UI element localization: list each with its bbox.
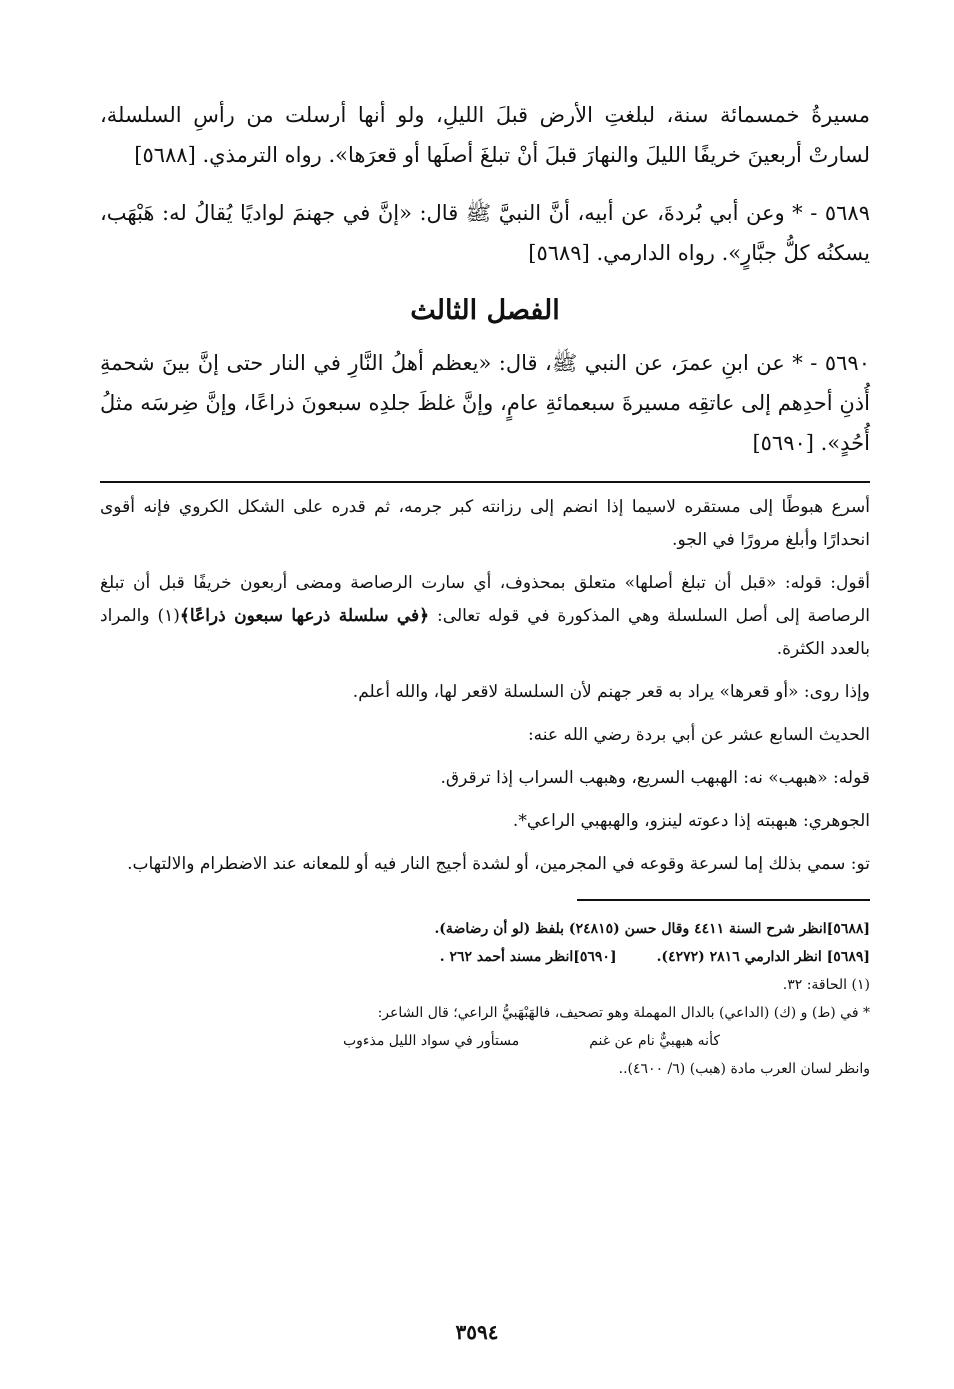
footnote-lisan: وانظر لسان العرب مادة (هبب) (٦/ ٤٦٠٠).. xyxy=(618,1061,870,1077)
footnote-rule xyxy=(577,899,870,901)
commentary-para: الجوهري: هبهبته إذا دعوته لينزو، والهبهبي الراعي*. xyxy=(512,811,870,831)
commentary xyxy=(100,491,870,881)
commentary-para: الحديث السابع عشر عن أبي بردة رضي الله عنه: xyxy=(527,725,870,745)
page-number: ٣٥٩٤ xyxy=(455,1320,499,1344)
footnote-5690: [٥٦٩٠]انظر مسند أحمد ٢٦٢ . xyxy=(439,949,617,965)
footnote-1: (١) الحاقة: ٣٢. xyxy=(782,977,870,993)
footnote-row xyxy=(100,943,870,971)
verse-first-half: كأنه هبهبيٌّ نام عن غنم xyxy=(589,1033,720,1049)
hadith-5690: ٥٦٩٠ - * عن ابنِ عمرَ، عن النبي ﷺ، قال: «يعظم أهلُ النَّارِ في النار حتى إنَّ بينَ شحمةِ أُذنِ أحدِهم إلى عاتقِه مسيرةَ سبعمائةِ عامٍ، وإنَّ غلظَ جلدِه سبعونَ ذراعًا، وإنَّ ضِرسَه مثلُ أُحُدٍ». [٥٦٩٠] xyxy=(100,351,870,455)
commentary-text: أقول: قوله: «قبل أن تبلغ أصلها» متعلق بمحذوف، أي سارت الرصاصة ومضى أربعون خريفًا قبل أن تبلغ الرصاصة إلى أصل السلسلة وهي المذكورة في قوله تعالى: xyxy=(100,573,871,626)
hadith-5688-tail: مسيرةُ خمسمائة سنة، لبلغتِ الأرض قبلَ الليلِ، ولو أنها أرسلت من رأسِ السلسلة، لسارتْ أربعينَ خريفًا الليلَ والنهارَ قبلَ أنْ تبلغَ أصلَها أو قعرَها». رواه الترمذي. [٥٦٨٨] xyxy=(100,103,870,167)
commentary-text: (١) والمراد بالعدد الكثرة. xyxy=(100,606,870,659)
footnotes xyxy=(100,915,870,1083)
verse-second-half: مستأور في سواد الليل مذءوب xyxy=(342,1033,520,1049)
footnote-star: * في (ط) و (ك) (الداعي) بالدال المهملة وهو تصحيف، فالهَبْهَبيُّ الراعي؛ قال الشاعر: xyxy=(377,1005,870,1021)
commentary-para: وإذا روى: «أو قعرها» يراد به قعر جهنم لأن السلسلة لاقعر لها، والله أعلم. xyxy=(352,682,870,702)
hadith-text xyxy=(100,95,870,463)
hadith-5689: ٥٦٨٩ - * وعن أبي بُردةَ، عن أبيه، أنَّ النبيَّ ﷺ قال: «إنَّ في جهنمَ لواديًا يُقالُ له: هَبْهَب، يسكنُه كلُّ جبَّارٍ». رواه الدارمي. [٥٦٨٩] xyxy=(100,201,870,265)
commentary-para: قوله: «هبهب» نه: الهبهب السريع، وهبهب السراب إذا ترقرق. xyxy=(440,768,870,788)
poetry-verse xyxy=(100,1027,870,1055)
footnote-5689: [٥٦٨٩] انظر الدارمي ٢٨١٦ (٤٢٧٢). xyxy=(656,949,870,965)
commentary-para: أسرع هبوطًا إلى مستقره لاسيما إذا انضم إلى رزانته كبر جرمه، ثم قدره على الشكل الكروي فإنه أقوى انحدارًا وأبلغ مرورًا في الجو. xyxy=(100,497,870,550)
commentary-para xyxy=(100,567,870,666)
section-title: الفصل الثالث xyxy=(410,295,560,326)
footnote-5688: [٥٦٨٨]انظر شرح السنة ٤٤١١ وقال حسن (٢٤٨١٥) بلفظ (لو أن رضاضة). xyxy=(434,921,870,937)
page-content xyxy=(100,95,870,1083)
quran-verse: ﴿في سلسلة ذرعها سبعون ذراعًا﴾ xyxy=(179,606,430,626)
commentary-para: تو: سمي بذلك إما لسرعة وقوعه في المجرمين، أو لشدة أجيج النار فيه أو للمعانه عند الاضطرام والالتهاب. xyxy=(127,854,870,874)
separator-rule xyxy=(100,481,870,483)
